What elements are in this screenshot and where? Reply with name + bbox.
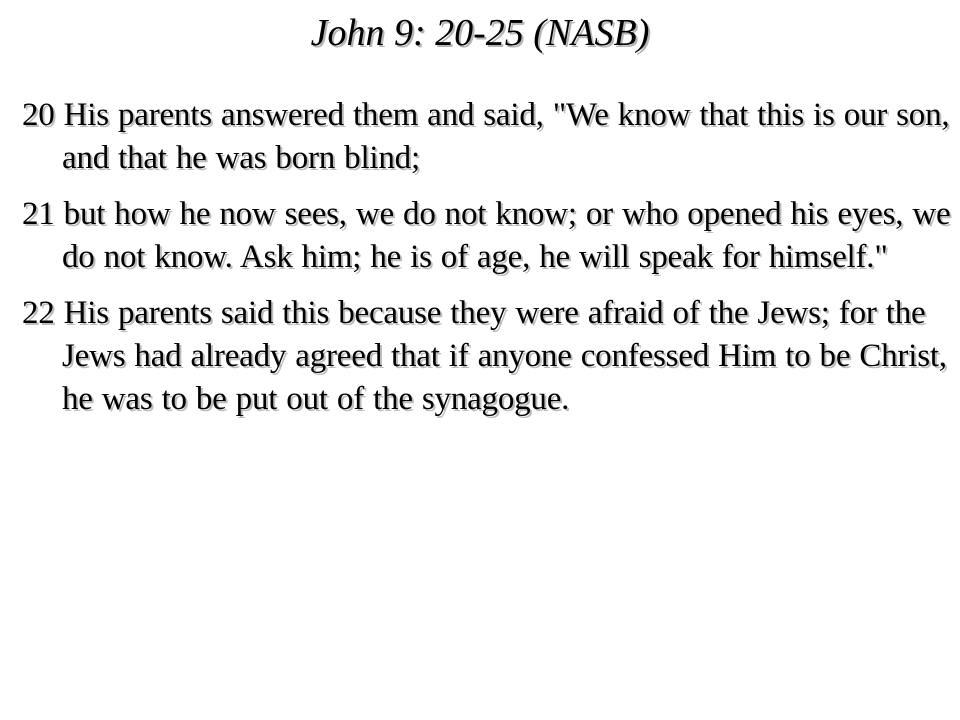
verse-list	[22, 94, 952, 434]
verse-20: 20 His parents answered them and said, "We know that this is our son, and that he was born blind;	[22, 97, 950, 176]
slide-title: John 9: 20-25 (NASB)	[310, 12, 650, 54]
verse-21: 21 but how he now sees, we do not know; or who opened his eyes, we do not know. Ask him; he is of age, he will speak for himself."	[22, 196, 951, 275]
verse-22: 22 His parents said this because they were afraid of the Jews; for the Jews had already agreed that if anyone confessed Him to be Christ, he was to be put out of the synagogue.	[22, 295, 947, 417]
